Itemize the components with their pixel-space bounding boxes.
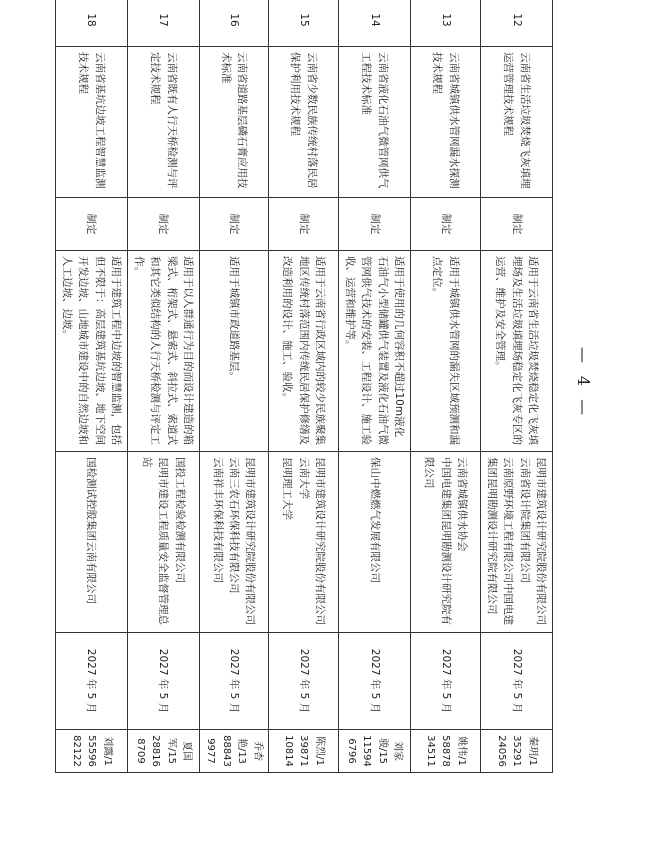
organizations [410,451,480,632]
scope-description: 适用于云南省生活垃圾焚烧稳定化飞灰填埋场及生活垃圾填埋场稳定化飞灰专区的运营、维护及安全管理。 [480,250,552,451]
organization-name: 云南大学 [297,456,310,499]
revision-type: 制定 [410,197,480,250]
document-page [53,0,613,793]
standard-name: 云南省生活垃圾焚烧飞灰填埋运营管理技术规程 [480,46,552,197]
row-number: 15 [268,0,338,46]
revision-type: 制定 [480,197,552,250]
revision-type: 制定 [338,197,410,250]
completion-date: 2027 年 5 月 [410,632,480,729]
contact-info: 乔杏艳/13888439977 [199,729,268,772]
table-row [338,0,410,772]
row-number: 13 [410,0,480,46]
completion-date: 2027 年 5 月 [268,632,338,729]
organizations [55,451,127,632]
table-row [268,0,338,772]
organization-name: 云南省城镇供水协会 [455,456,468,551]
completion-date: 2027 年 5 月 [55,632,127,729]
scope-description: 适用于使用的几何容积不超过10m液化石油气小型储罐供气装置及液化石油气微管网供气技术的安装、工程设计、施工验收、运营和维护等。 [338,250,410,451]
completion-date: 2027 年 5 月 [127,632,199,729]
standards-table [54,0,552,773]
scope-description: 适用于云南省行政区域内的较少民族聚集地区传统村落范围内传统民居保护修缮及改造利用的设计、施工、验收。 [268,250,338,451]
row-number: 12 [480,0,552,46]
organization-name: 昆明市建筑设计研究院股份有限公司 [534,456,547,625]
row-number: 18 [55,0,127,46]
contact-info: 秦玥/13529124056 [480,729,552,772]
standard-name: 云南省道路基层磷石膏应用技术标准 [199,46,268,197]
organization-name: 昆明市建设工程质量安全监督管理总站 [140,456,169,625]
contact-info: 刘露/15559682122 [55,729,127,772]
scope-description: 适用于以人群通行为目的而设计建造的箱梁式、桁架式、悬索式、斜拉式、索道式和其它类似结构的人行天桥检测与评定工作。 [127,250,199,451]
contact-info: 陈烈/13987110814 [268,729,338,772]
revision-type: 制定 [199,197,268,250]
organization-name: 昆明理工大学 [280,456,293,520]
organizations [268,451,338,632]
organization-name: 云南三农石环保科技有限公司 [227,456,240,593]
revision-type: 制定 [268,197,338,250]
row-number: 17 [127,0,199,46]
row-number: 16 [199,0,268,46]
standard-name: 云南省城镇供水管网漏水探测技术规程 [410,46,480,197]
standard-name: 云南省基坑边坡工程智慧监测技术规程 [55,46,127,197]
contact-info: 刘家骏/15115946796 [338,729,410,772]
table-row [410,0,480,772]
table-row [127,0,199,772]
organizations [338,451,410,632]
organization-name: 中国电建集团昆明勘测设计研究院有限公司 [422,456,452,625]
organizations [480,451,552,632]
standard-name: 云南省少数民族传统村落民居保护利用技术规程 [268,46,338,197]
organization-name: 云南原野环境工程有限公司中国电建集团昆明勘测设计研究院有限公司 [485,456,514,625]
organizations [199,451,268,632]
table-row [199,0,268,772]
completion-date: 2027 年 5 月 [199,632,268,729]
scope-description: 适用于建筑工程中边坡的智慧监测，包括但不限于：高层建筑基坑边坡、地下空间开发边坡、山地城市建设中的自然边坡和人工边坡、边坡。 [55,250,127,451]
scope-description: 适用于城镇市政道路基层。 [199,250,268,451]
completion-date: 2027 年 5 月 [338,632,410,729]
table-row [480,0,552,772]
revision-type: 制定 [127,197,199,250]
organization-name: 国检测试控股集团云南有限公司 [84,456,97,604]
table-row [55,0,127,772]
revision-type: 制定 [55,197,127,250]
scope-description: 适用于城镇供水管网的漏失区域预测和漏点定位。 [410,250,480,451]
organization-name: 云南省设计院集团有限公司 [518,456,531,583]
organizations [127,451,199,632]
organization-name: 云南祥丰环保科技有限公司 [211,456,224,583]
standard-name: 云南省液化石油气微管网供气工程技术标准 [338,46,410,197]
completion-date: 2027 年 5 月 [480,632,552,729]
organization-name: 国投工程检验检测有限公司 [173,456,186,583]
row-number: 14 [338,0,410,46]
contact-info: 夏国军/15288168709 [127,729,199,772]
standard-name: 云南省既有人行天桥检测与评定技术规程 [127,46,199,197]
organization-name: 昆明市建筑设计研究院股份有限公司 [313,456,326,625]
organization-name: 保山中燃燃气发展有限公司 [368,456,381,583]
organization-name: 昆明市建筑设计研究院股份有限公司 [243,456,256,625]
page-number: — 4 — [573,346,593,419]
contact-info: 姚伟/15887834511 [410,729,480,772]
